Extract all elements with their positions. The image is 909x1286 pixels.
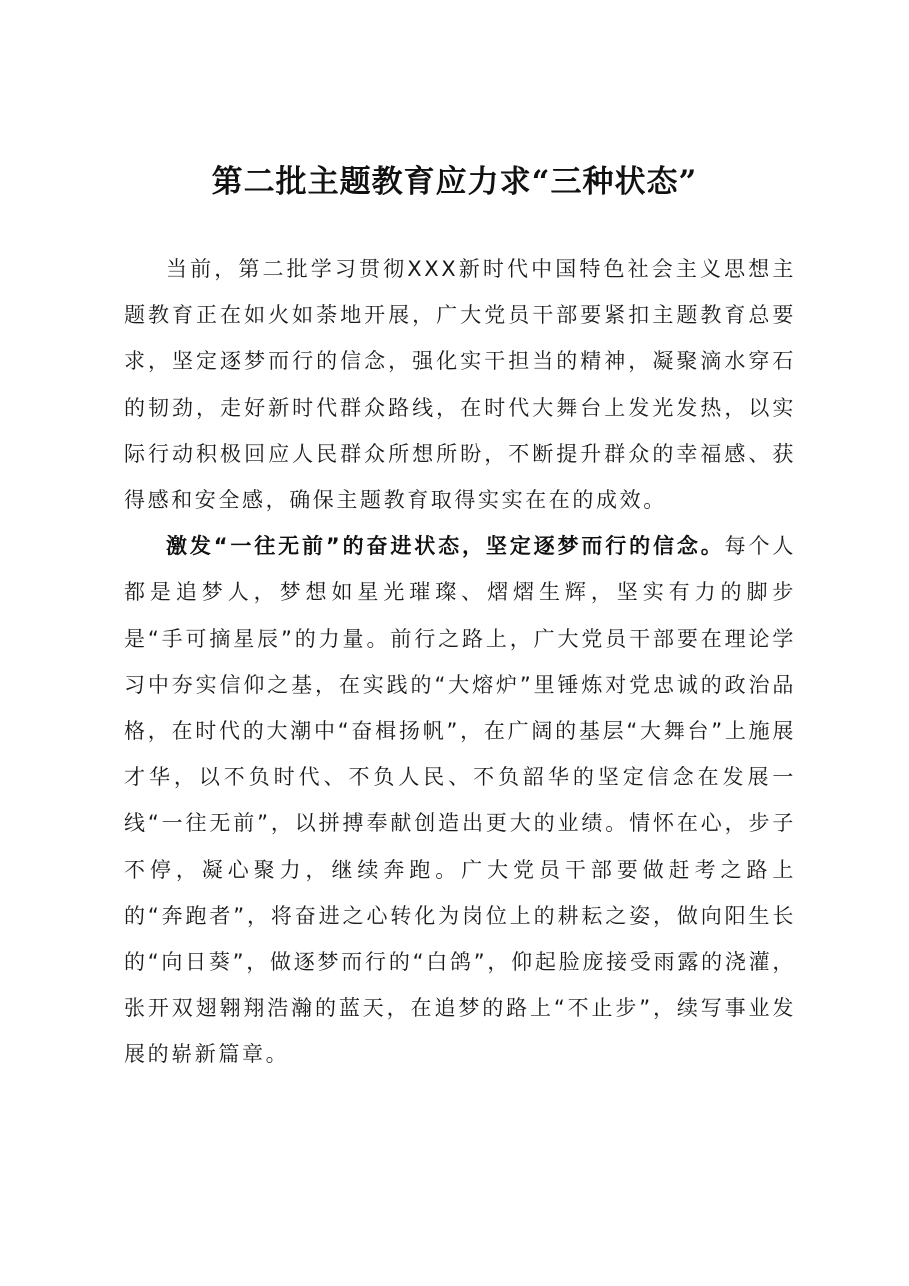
paragraph-intro xyxy=(124,246,796,523)
paragraph-intro-text: 当前，第二批学习贯彻XXX新时代中国特色社会主义思想主题教育正在如火如荼地开展，广大党员干部要紧扣主题教育总要求，坚定逐梦而行的信念，强化实干担当的精神，凝聚滴水穿石的韧劲，走好新时代群众路线，在时代大舞台上发光发热，以实际行动积极回应人民群众所想所盼，不断提升群众的幸福感、获得感和安全感，确保主题教育取得实实在在的成效。 xyxy=(124,257,796,513)
paragraph-section-1 xyxy=(124,523,796,1077)
document-title: 第二批主题教育应力求“三种状态” xyxy=(211,164,698,200)
section-1-heading: 激发“一往无前”的奋进状态，坚定逐梦而行的信念。 xyxy=(166,534,725,559)
document-body xyxy=(124,246,796,1078)
paragraph-section-1-text: 每个人都是追梦人，梦想如星光璀璨、熠熠生辉，坚实有力的脚步是“手可摘星辰”的力量。前行之路上，广大党员干部要在理论学习中夯实信仰之基，在实践的“大熔炉”里锤炼对党忠诚的政治品格，在时代的大潮中“奋楫扬帆”，在广阔的基层“大舞台”上施展才华，以不负时代、不负人民、不负韶华的坚定信念在发展一线“一往无前”，以拼搏奉献创造出更大的业绩。情怀在心，步子不停，凝心聚力，继续奔跑。广大党员干部要做赶考之路上的“奔跑者”，将奋进之心转化为岗位上的耕耘之姿，做向阳生长的“向日葵”，做逐梦而行的“白鸽”，仰起脸庞接受雨露的浇灌，张开双翅翱翔浩瀚的蓝天，在追梦的路上“不止步”，续写事业发展的崭新篇章。 xyxy=(124,534,796,1067)
